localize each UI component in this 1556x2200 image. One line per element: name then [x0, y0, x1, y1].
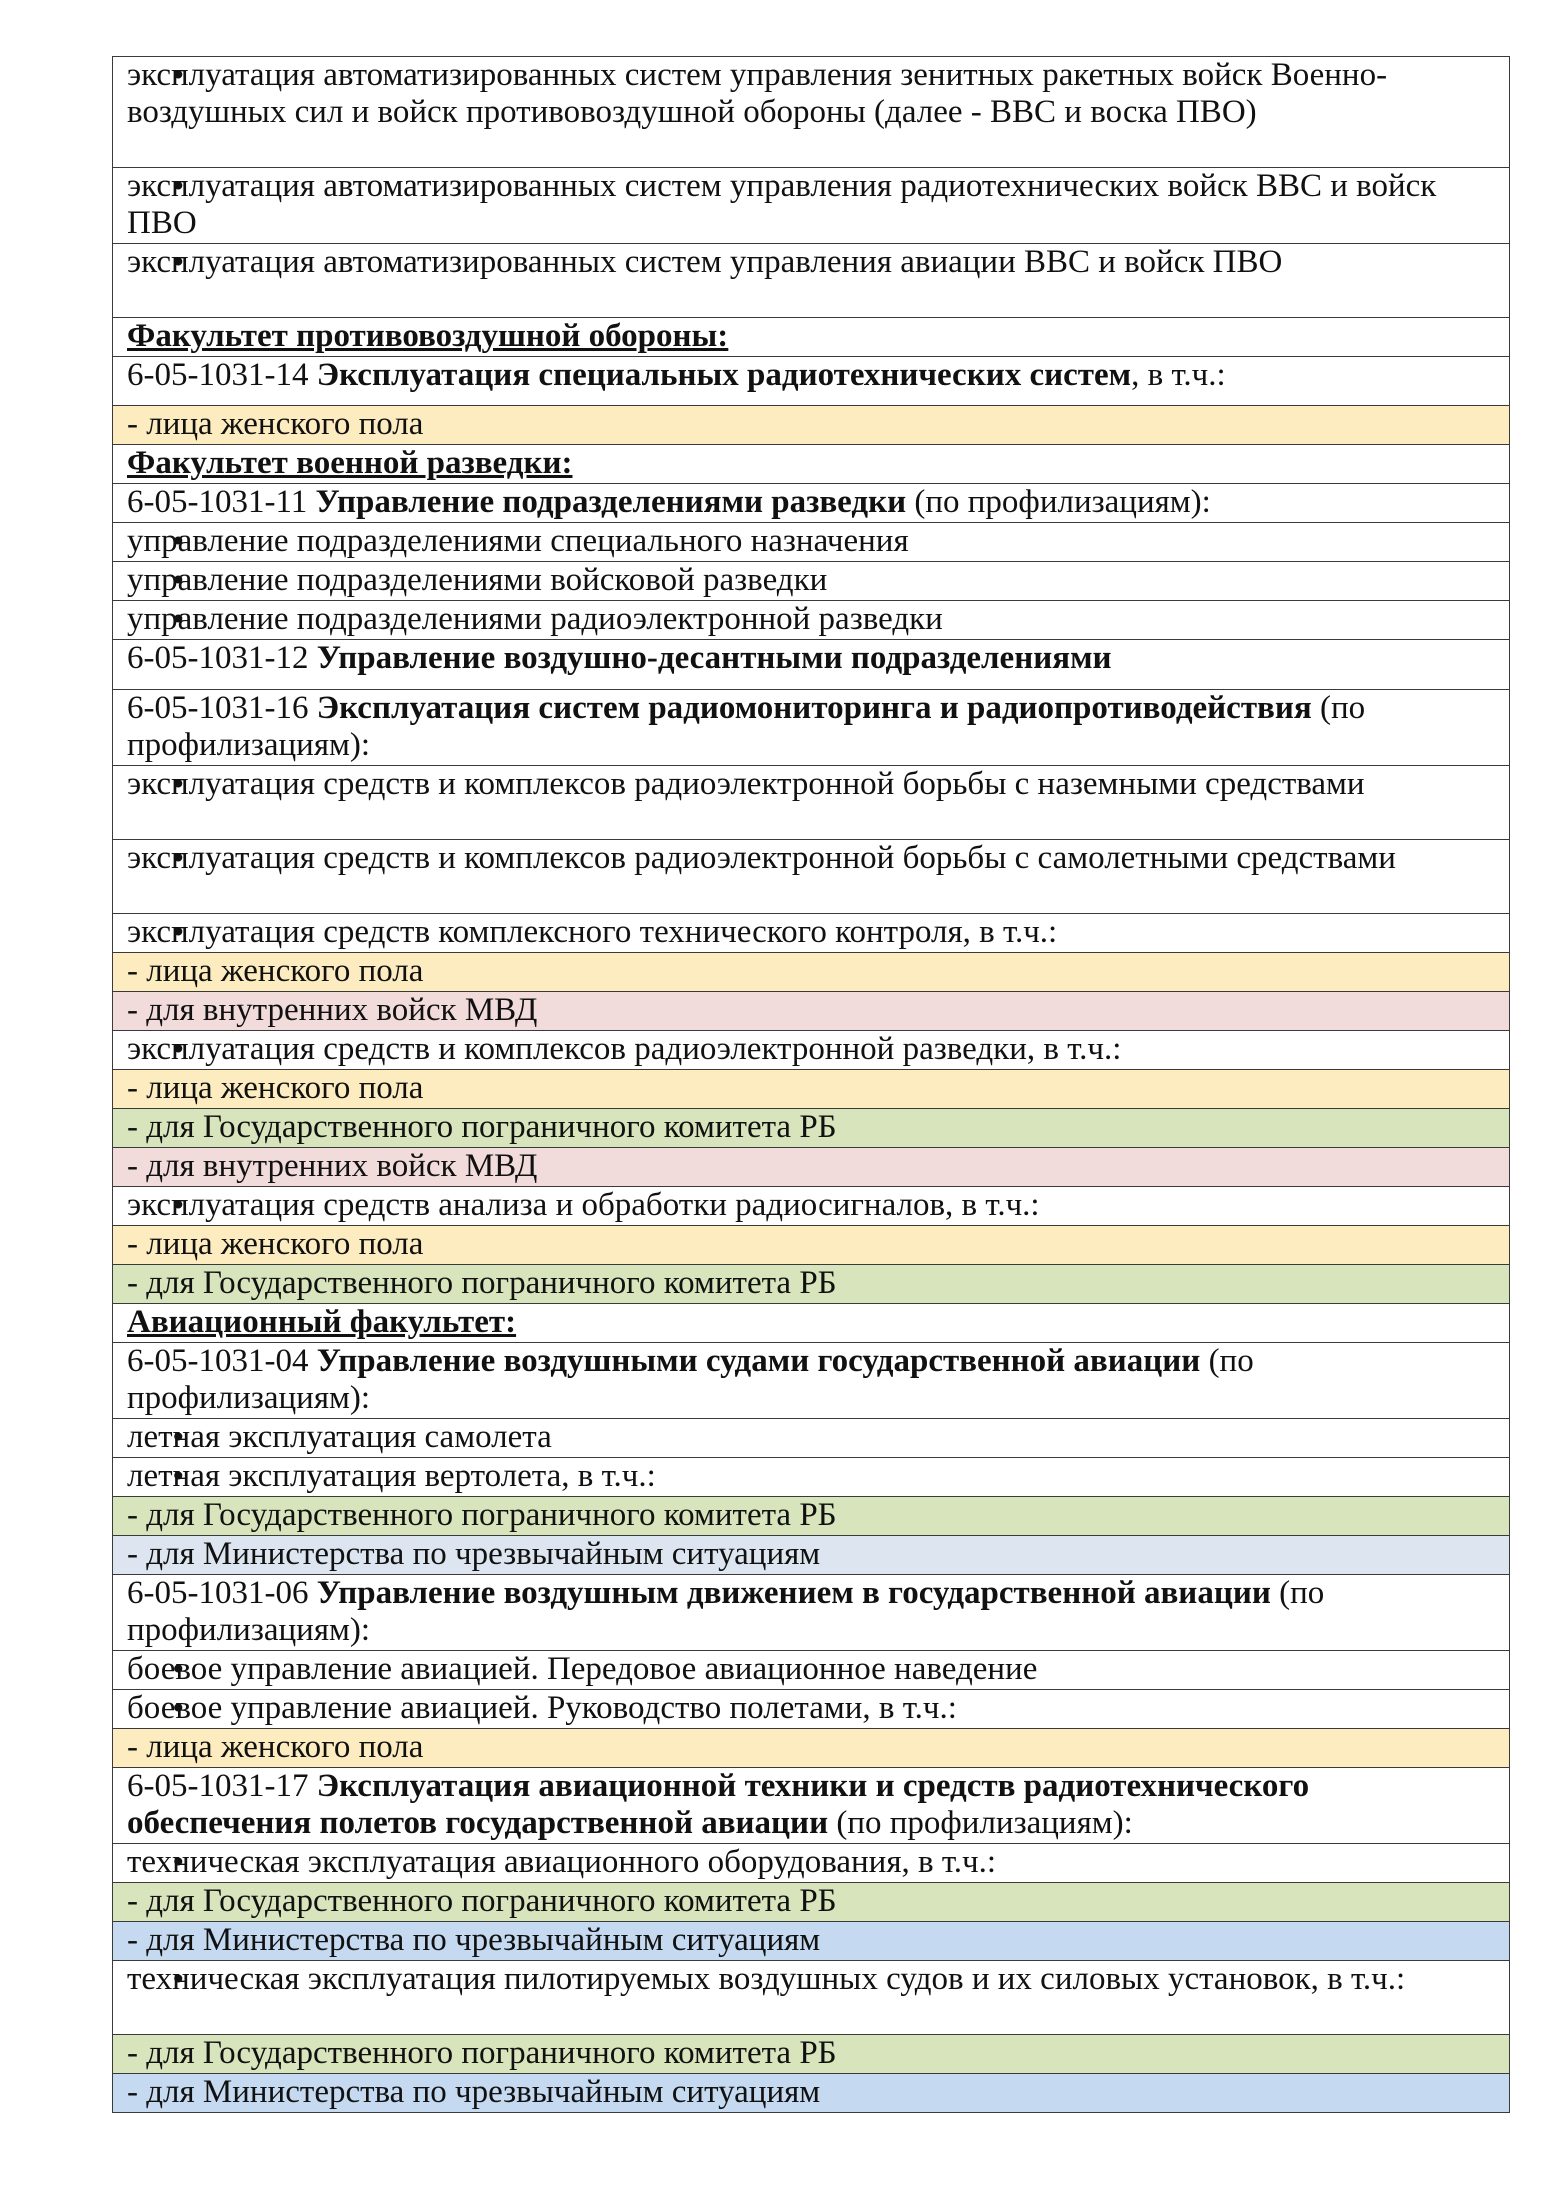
bullet-item-text: • боевое управление авиацией. Руководство полетами, в т.ч.: — [113, 1690, 1510, 1729]
bullet-row — [113, 1187, 1510, 1226]
specialty-suffix: , в т.ч.: — [1131, 357, 1226, 393]
specialties-table — [112, 56, 1510, 2113]
note-text: - для Государственного пограничного комитета РБ — [113, 1265, 1510, 1304]
faculty-heading: Авиационный факультет: — [113, 1304, 1510, 1343]
note-text: - для Государственного пограничного комитета РБ — [113, 1109, 1510, 1148]
note-row-green — [113, 2035, 1510, 2074]
specialty-row — [113, 357, 1510, 406]
bullet-item-text: • техническая эксплуатация пилотируемых воздушных судов и их силовых установок, в т.ч.: — [113, 1961, 1510, 2035]
specialty-suffix: (по профилизациям): — [127, 690, 1366, 763]
bullet-item-text: • эксплуатация автоматизированных систем управления радиотехнических войск ВВС и войск ПВО — [113, 168, 1510, 244]
specialty-code: 6-05-1031-17 — [127, 1768, 309, 1804]
note-text: - лица женского пола — [113, 1226, 1510, 1265]
specialty-row — [113, 690, 1510, 766]
bullet-item-text: • управление подразделениями войсковой разведки — [113, 562, 1510, 601]
specialty-cell — [113, 1343, 1510, 1419]
faculty-heading-row — [113, 1304, 1510, 1343]
note-row-green — [113, 1109, 1510, 1148]
specialty-cell — [113, 690, 1510, 766]
note-row-pink — [113, 1148, 1510, 1187]
bullet-item-text: • эксплуатация средств и комплексов радиоэлектронной разведки, в т.ч.: — [113, 1031, 1510, 1070]
note-text: - для Министерства по чрезвычайным ситуациям — [113, 1922, 1510, 1961]
note-row-blue — [113, 2074, 1510, 2113]
bullet-item-text: • эксплуатация автоматизированных систем управления авиации ВВС и войск ПВО — [113, 244, 1510, 318]
bullet-row — [113, 523, 1510, 562]
bullet-row — [113, 1651, 1510, 1690]
note-text: - лица женского пола — [113, 1729, 1510, 1768]
specialty-code: 6-05-1031-11 — [127, 484, 308, 520]
bullet-row — [113, 1031, 1510, 1070]
specialty-title: Эксплуатация авиационной техники и средств радиотехнического обеспечения полетов государственной авиации — [127, 1768, 1310, 1841]
specialty-title: Управление воздушными судами государственной авиации — [316, 1343, 1201, 1379]
bullet-item-text: • летная эксплуатация вертолета, в т.ч.: — [113, 1458, 1510, 1497]
faculty-heading-row — [113, 445, 1510, 484]
specialty-row — [113, 640, 1510, 690]
note-row-pink — [113, 992, 1510, 1031]
note-text: - для внутренних войск МВД — [113, 1148, 1510, 1187]
specialty-code: 6-05-1031-06 — [127, 1575, 309, 1611]
bullet-item-text: • летная эксплуатация самолета — [113, 1419, 1510, 1458]
specialty-row — [113, 1768, 1510, 1844]
bullet-item-text: • техническая эксплуатация авиационного оборудования, в т.ч.: — [113, 1844, 1510, 1883]
bullet-item-text: • боевое управление авиацией. Передовое авиационное наведение — [113, 1651, 1510, 1690]
specialty-suffix: (по профилизациям): — [828, 1805, 1133, 1841]
bullet-row — [113, 1844, 1510, 1883]
bullet-item-text: • эксплуатация средств и комплексов радиоэлектронной борьбы с наземными средствами — [113, 766, 1510, 840]
bullet-row — [113, 601, 1510, 640]
note-text: - лица женского пола — [113, 953, 1510, 992]
bullet-row — [113, 766, 1510, 840]
specialty-suffix: (по профилизациям): — [127, 1343, 1254, 1416]
bullet-row — [113, 244, 1510, 318]
note-text: - лица женского пола — [113, 406, 1510, 445]
note-row-green — [113, 1265, 1510, 1304]
specialty-code: 6-05-1031-16 — [127, 690, 309, 726]
specialties-table-body — [113, 57, 1510, 2113]
note-row-lightblue — [113, 1536, 1510, 1575]
bullet-row — [113, 1961, 1510, 2035]
note-row-yellow — [113, 1729, 1510, 1768]
specialty-title: Управление воздушно-десантными подразделениями — [316, 640, 1112, 676]
bullet-item-text: • управление подразделениями специального назначения — [113, 523, 1510, 562]
specialty-cell — [113, 484, 1510, 523]
note-row-green — [113, 1883, 1510, 1922]
specialty-code: 6-05-1031-04 — [127, 1343, 309, 1379]
bullet-row — [113, 840, 1510, 914]
bullet-row — [113, 562, 1510, 601]
specialty-cell — [113, 640, 1510, 690]
bullet-item-text: • эксплуатация средств комплексного технического контроля, в т.ч.: — [113, 914, 1510, 953]
faculty-heading-row — [113, 318, 1510, 357]
note-row-yellow — [113, 1226, 1510, 1265]
note-row-blue — [113, 1922, 1510, 1961]
specialty-title: Эксплуатация специальных радиотехнических систем — [316, 357, 1132, 393]
specialty-suffix: (по профилизациям): — [906, 484, 1211, 520]
note-text: - для Министерства по чрезвычайным ситуациям — [113, 1536, 1510, 1575]
specialty-title: Управление воздушным движением в государственной авиации — [316, 1575, 1271, 1611]
bullet-row — [113, 168, 1510, 244]
note-row-green — [113, 1497, 1510, 1536]
bullet-row — [113, 57, 1510, 168]
note-text: - для Государственного пограничного комитета РБ — [113, 1497, 1510, 1536]
bullet-row — [113, 1458, 1510, 1497]
bullet-item-text: • эксплуатация автоматизированных систем управления зенитных ракетных войск Военно-воздушных сил и войск противовоздушной обороны (далее - ВВС и воска ПВО) — [113, 57, 1510, 168]
specialty-cell — [113, 1575, 1510, 1651]
faculty-heading: Факультет противовоздушной обороны: — [113, 318, 1510, 357]
specialty-row — [113, 484, 1510, 523]
bullet-item-text: • эксплуатация средств анализа и обработки радиосигналов, в т.ч.: — [113, 1187, 1510, 1226]
specialty-suffix: (по профилизациям): — [127, 1575, 1325, 1648]
bullet-item-text: • управление подразделениями радиоэлектронной разведки — [113, 601, 1510, 640]
note-row-yellow — [113, 953, 1510, 992]
bullet-item-text: • эксплуатация средств и комплексов радиоэлектронной борьбы с самолетными средствами — [113, 840, 1510, 914]
specialty-code: 6-05-1031-12 — [127, 640, 309, 676]
specialty-title: Эксплуатация систем радиомониторинга и радиопротиводействия — [316, 690, 1312, 726]
bullet-row — [113, 914, 1510, 953]
specialty-cell — [113, 357, 1510, 406]
specialty-row — [113, 1343, 1510, 1419]
specialty-cell — [113, 1768, 1510, 1844]
bullet-row — [113, 1419, 1510, 1458]
note-row-yellow — [113, 406, 1510, 445]
note-text: - лица женского пола — [113, 1070, 1510, 1109]
note-text: - для Государственного пограничного комитета РБ — [113, 1883, 1510, 1922]
faculty-heading: Факультет военной разведки: — [113, 445, 1510, 484]
note-text: - для Министерства по чрезвычайным ситуациям — [113, 2074, 1510, 2113]
bullet-row — [113, 1690, 1510, 1729]
note-text: - для внутренних войск МВД — [113, 992, 1510, 1031]
note-row-yellow — [113, 1070, 1510, 1109]
specialty-code: 6-05-1031-14 — [127, 357, 309, 393]
note-text: - для Государственного пограничного комитета РБ — [113, 2035, 1510, 2074]
specialty-title: Управление подразделениями разведки — [315, 484, 907, 520]
specialty-row — [113, 1575, 1510, 1651]
